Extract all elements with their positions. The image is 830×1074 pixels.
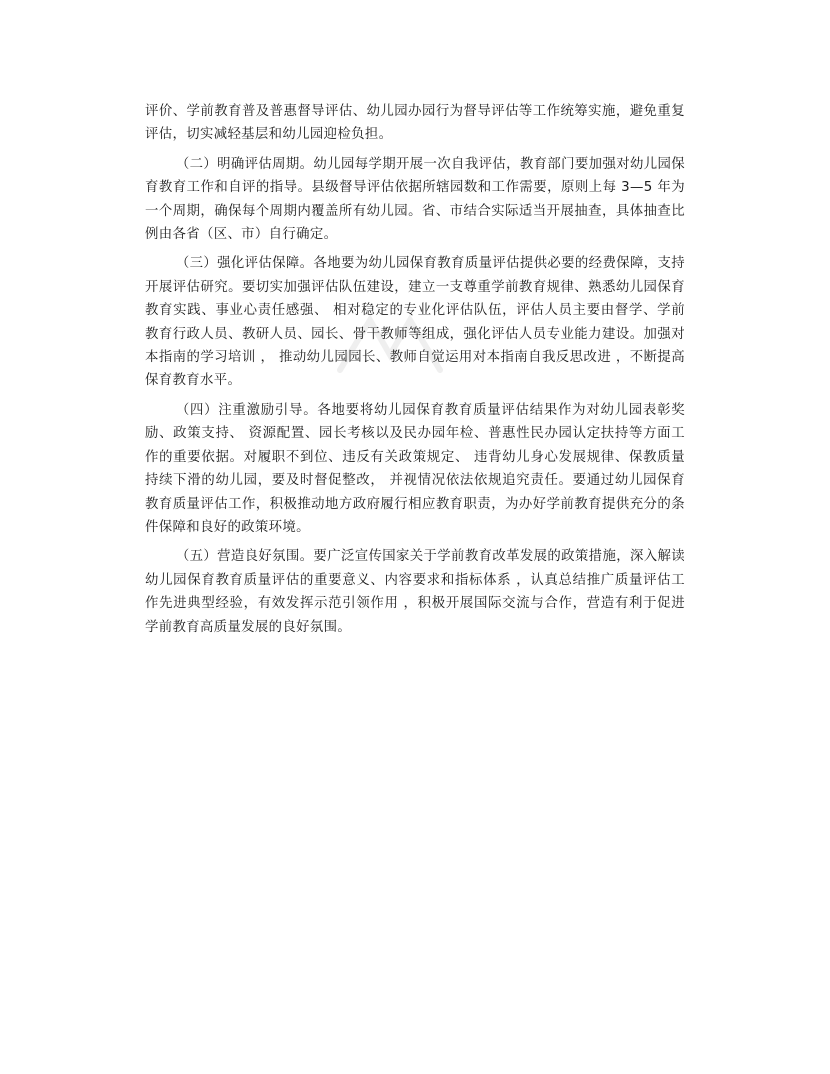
paragraph-intro-continuation: 评价、学前教育普及普惠督导评估、幼儿园办园行为督导评估等工作统筹实施，避免重复评估，切实减轻基层和幼儿园迎检负担。	[145, 104, 685, 143]
paragraph-evaluation-support: （三）强化评估保障。各地要为幼儿园保育教育质量评估提供必要的经费保障，支持开展评估研究。要切实加强评估队伍建设，建立一支尊重学前教育规律、熟悉幼儿园保育教育实践、事业心责任感强、 相对稳定的专业化评估队伍，评估人员主要由督学、学前教育行政人员、教研人员、园长、骨干教师等组成，强化评估人员专业能力建设。加强对本指南的学习培训 ， 推动幼儿园园长、教师自觉运用对本指南自我反思改进 ，不断提高保育教育水平。	[145, 256, 685, 389]
paragraph-atmosphere: （五）营造良好氛围。要广泛宣传国家关于学前教育改革发展的政策措施，深入解读幼儿园保育教育质量评估的重要意义、内容要求和指标体系 ，认真总结推广质量评估工作先进典型经验，有效发挥示范引领作用 ，积极开展国际交流与合作，营造有利于促进学前教育高质量发展的良好氛围。	[145, 549, 685, 635]
paragraph-evaluation-cycle: （二）明确评估周期。幼儿园每学期开展一次自我评估，教育部门要加强对幼儿园保育教育工作和自评的指导。县级督导评估依据所辖园数和工作需要，原则上每 3—5 年为一个周期，确保每个周期内覆盖所有幼儿园。省、市结合实际适当开展抽查，具体抽查比例由各省（区、市）自行确定。	[145, 156, 685, 243]
document-body	[145, 100, 685, 645]
paragraph-incentive-guidance: （四）注重激励引导。各地要将幼儿园保育教育质量评估结果作为对幼儿园表彰奖励、政策支持、 资源配置、园长考核以及民办园年检、普惠性民办园认定扶持等方面工作的重要依据。对履职不到位、违反有关政策规定、 违背幼儿身心发展规律、保教质量持续下滑的幼儿园，要及时督促整改， 并视情况依法依规追究责任。要通过幼儿园保育教育质量评估工作，积极推动地方政府履行相应教育职责，为办好学前教育提供充分的条件保障和良好的政策环境。	[145, 402, 685, 535]
